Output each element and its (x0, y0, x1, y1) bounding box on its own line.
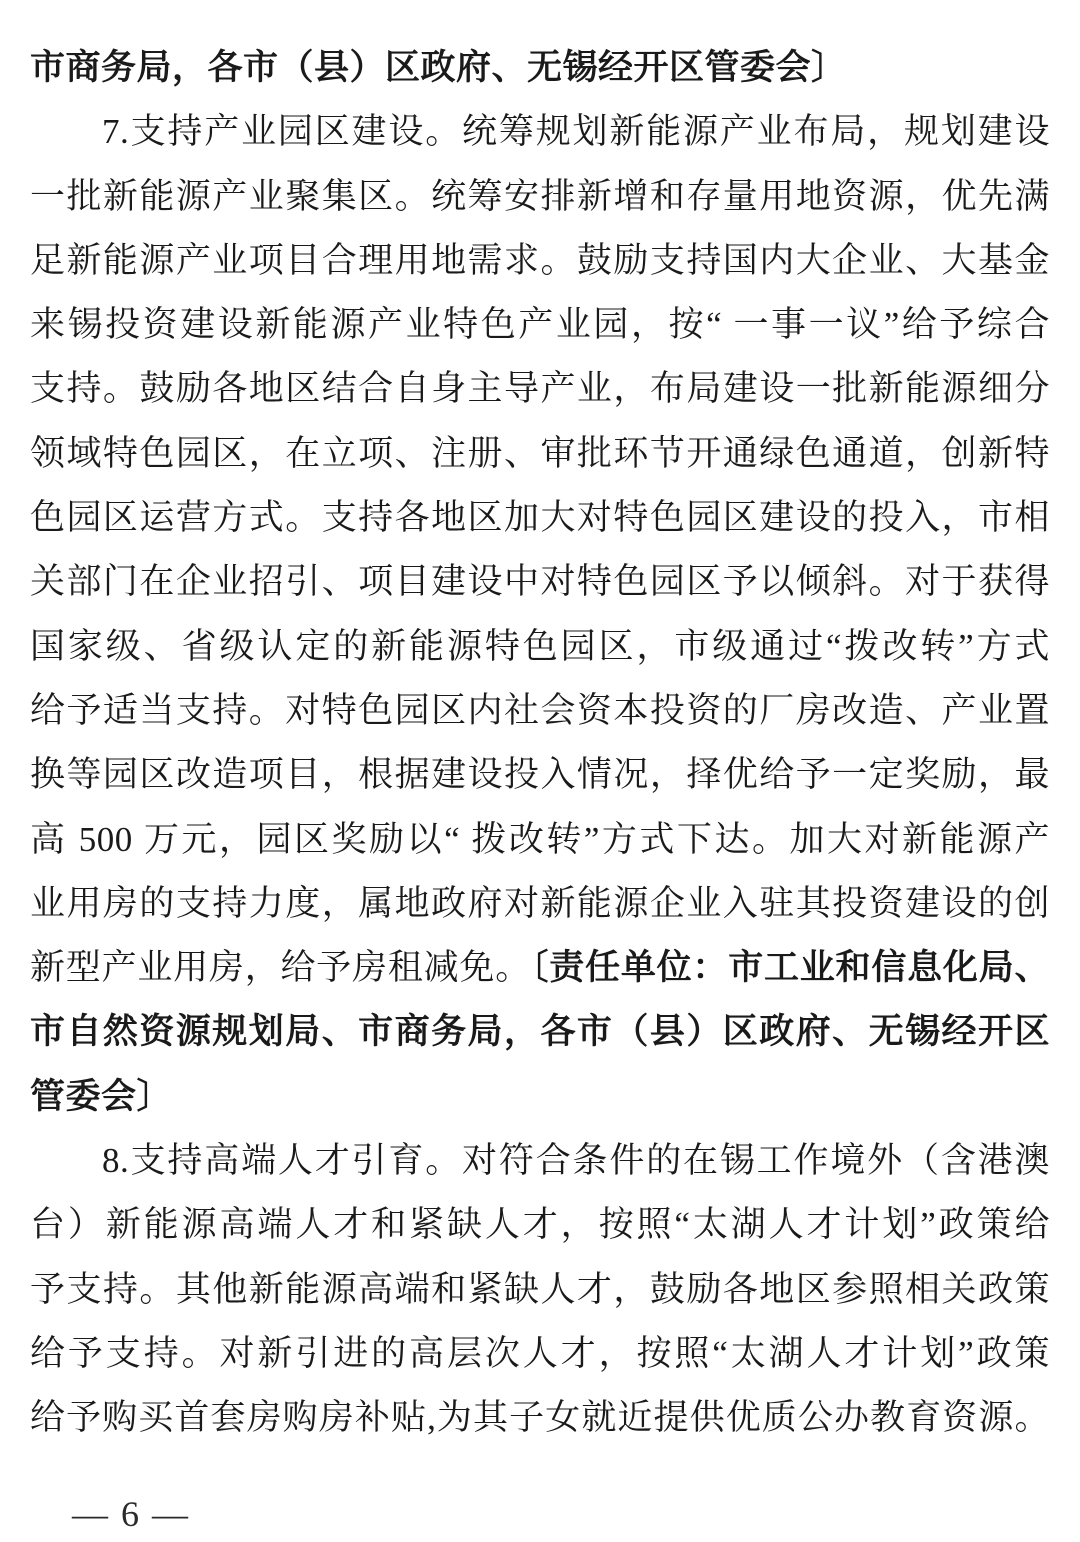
body-text: 关部门在企业招引、项目建设中对特色园区予以倾斜。对于获得 (30, 562, 1050, 602)
text-line (30, 229, 1050, 293)
text-line (30, 743, 1050, 807)
body-text: 8.支持高端人才引育。对符合条件的在锡工作境外（含港澳 (102, 1141, 1050, 1181)
text-line (30, 293, 1050, 357)
body-text: 色园区运营方式。支持各地区加大对特色园区建设的投入，市相 (30, 498, 1050, 538)
text-line (30, 1000, 1050, 1064)
responsibility-unit-text: 市商务局，各市（县）区政府、无锡经开区管委会〕 (30, 48, 847, 87)
text-line (30, 1065, 1050, 1129)
body-text: 给予适当支持。对特色园区内社会资本投资的厂房改造、产业置 (30, 690, 1050, 730)
body-text: 一批新能源产业聚集区。统筹安排新增和存量用地资源，优先满 (30, 176, 1050, 216)
body-text: 来锡投资建设新能源产业特色产业园，按“ 一事一议”给予综合 (30, 305, 1050, 345)
text-line (30, 808, 1050, 872)
text-line (30, 1193, 1050, 1257)
responsibility-unit-text: 管委会〕 (30, 1076, 173, 1116)
body-text: 新型产业用房，给予房租减免。 (30, 948, 531, 988)
text-line (30, 1386, 1050, 1450)
text-line (30, 550, 1050, 614)
text-line (30, 486, 1050, 550)
body-text: 给予购买首套房购房补贴,为其子女就近提供优质公办教育资源。 (30, 1398, 1050, 1438)
text-line (30, 357, 1050, 421)
body-text: 换等园区改造项目，根据建设投入情况，择优给予一定奖励，最 (30, 755, 1050, 795)
body-text: 台）新能源高端人才和紧缺人才，按照“太湖人才计划”政策给 (30, 1205, 1050, 1245)
text-line (30, 615, 1050, 679)
body-text: 足新能源产业项目合理用地需求。鼓励支持国内大企业、大基金 (30, 240, 1050, 280)
body-text: 7.支持产业园区建设。统筹规划新能源产业布局，规划建设 (102, 112, 1050, 152)
text-line (30, 100, 1050, 164)
text-line (30, 872, 1050, 936)
body-text: 领域特色园区，在立项、注册、审批环节开通绿色通道，创新特 (30, 433, 1050, 473)
body-text: 给予支持。对新引进的高层次人才，按照“太湖人才计划”政策 (30, 1333, 1050, 1373)
text-line (30, 422, 1050, 486)
body-text: 国家级、省级认定的新能源特色园区，市级通过“拨改转”方式 (30, 626, 1050, 666)
page-footer (72, 1492, 190, 1536)
responsibility-unit-text: 〔责任单位：市工业和信息化局、 (531, 948, 1050, 988)
body-text: 业用房的支持力度，属地政府对新能源企业入驻其投资建设的创 (30, 883, 1050, 923)
body-text: 高 500 万元，园区奖励以“ 拨改转”方式下达。加大对新能源产 (30, 819, 1050, 859)
body-text: 支持。鼓励各地区结合自身主导产业，布局建设一批新能源细分 (30, 369, 1050, 409)
text-line (30, 165, 1050, 229)
text-line (30, 1258, 1050, 1322)
text-line (30, 1129, 1050, 1193)
body-text: 予支持。其他新能源高端和紧缺人才，鼓励各地区参照相关政策 (30, 1269, 1050, 1309)
text-line (30, 936, 1050, 1000)
text-line (30, 1322, 1050, 1386)
document-body (30, 36, 1050, 1451)
page-number: — 6 — (72, 1494, 190, 1534)
text-line (30, 36, 1050, 100)
text-line (30, 679, 1050, 743)
responsibility-unit-text: 市自然资源规划局、市商务局，各市（县）区政府、无锡经开区 (30, 1012, 1050, 1052)
